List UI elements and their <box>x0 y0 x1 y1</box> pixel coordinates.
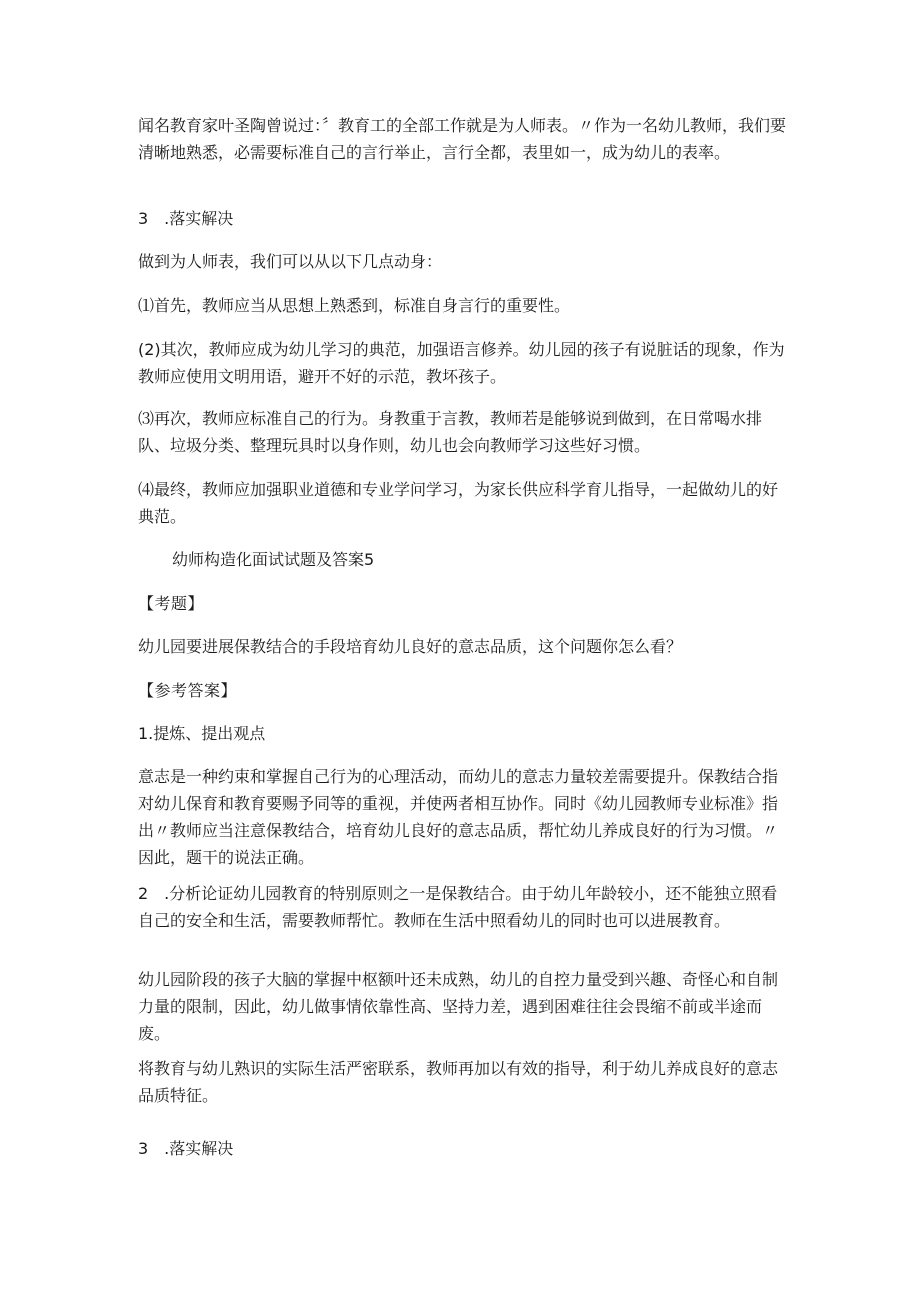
paragraph-viewpoint: 意志是一种约束和掌握自己行为的心理活动，而幼儿的意志力量较差需要提升。保教结合指对幼儿保育和教育要赐予同等的重视，并使两者相互协作。同时《幼儿园教师专业标准》指出〃教师应当注意保教结合，培育幼儿良好的意志品质，帮忙幼儿养成良好的行为习惯。〃因此，题干的说法正确。 <box>138 767 779 867</box>
paragraph-point-4: ⑷最终，教师应加强职业道德和专业学问学习，为家长供应科学育儿指导，一起做幼儿的好典范。 <box>138 480 779 526</box>
paragraph-education-life: 将教育与幼儿熟识的实际生活严密联系，教师再加以有效的指导，利于幼儿养成良好的意志品质特征。 <box>138 1059 779 1105</box>
paragraph-point-1: ⑴首先，教师应当从思想上熟悉到，标准自身言行的重要性。 <box>138 296 571 315</box>
paragraph-analysis: 2 .分析论证幼儿园教育的特别原则之一是保教结合。由于幼儿年龄较小，还不能独立照看自己的安全和生活，需要教师帮忙。教师在生活中照看幼儿的同时也可以进展教育。 <box>138 884 778 930</box>
paragraph-point-3: ⑶再次，教师应标准自己的行为。身教重于言教，教师若是能够说到做到，在日常喝水排队、垃圾分类、整理玩具时以身作则，幼儿也会向教师学习这些好习惯。 <box>138 409 763 455</box>
paragraph-quote-ye-shengtao: 闻名教育家叶圣陶曾说过：〞教育工的全部工作就是为人师表。〃作为一名幼儿教师，我们要清晰地熟悉，必需要标准自己的言行举止，言行全都，表里如一，成为幼儿的表率。 <box>138 116 787 162</box>
section-heading-implementation-2: 3 .落实解决 <box>138 1139 234 1158</box>
section-heading-implementation: 3 .落实解决 <box>138 209 234 228</box>
heading-extract-viewpoint: 1.提炼、提出观点 <box>138 724 266 743</box>
label-exam-question: 【考题】 <box>138 594 205 613</box>
paragraph-intro-points: 做到为人师表，我们可以从以下几点动身： <box>138 252 443 271</box>
paragraph-brain-development: 幼儿园阶段的孩子大脑的掌握中枢额叶还未成熟，幼儿的自控力量受到兴趣、奇怪心和自制力量的限制，因此，幼儿做事情依靠性高、坚持力差，遇到困难往往会畏缩不前或半途而废。 <box>138 970 779 1043</box>
label-reference-answer: 【参考答案】 <box>138 681 238 700</box>
section-title-question-5: 幼师构造化面试试题及答案5 <box>172 550 375 569</box>
paragraph-point-2: (2)其次，教师应成为幼儿学习的典范，加强语言修养。幼儿园的孩子有说脏话的现象，作为教师应使用文明用语，避开不好的示范，教坏孩子。 <box>138 340 785 386</box>
paragraph-question: 幼儿园要进展保教结合的手段培育幼儿良好的意志品质，这个问题你怎么看？ <box>138 637 683 656</box>
